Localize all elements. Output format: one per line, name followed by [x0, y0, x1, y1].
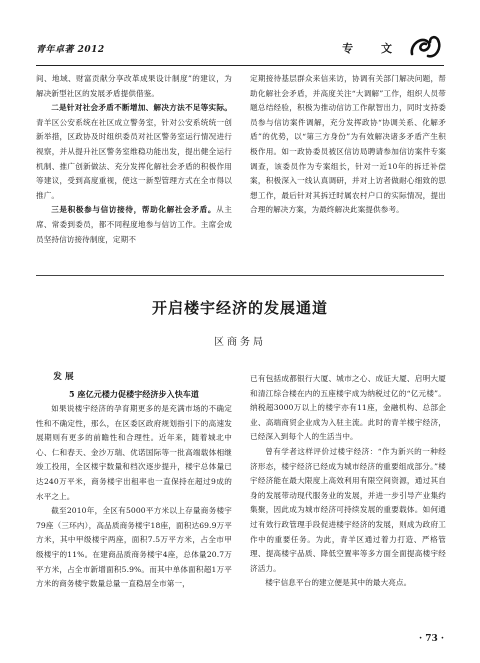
paragraph: 曾有学者这样评价过楼宇经济：“作为新兴的一种经济形态，楼宇经济已经成为城市经济的重要组成部分。”楼宇经济能在最大限度上高效利用有限空间资源，通过其自身的发展带动现代服务业的发展，并进一步引导产业集约集聚，因此成为城市经济可持续发展的重要载体。如何通过有效行政管理手段促进楼宇经济的发展，则成为政府工作中的重要任务。为此，青羊区通过着力打造、严格管理、提高楼宇品质、降低空置率等多方面全面提高楼宇经济活力。 [250, 446, 446, 573]
paragraph: 已有包括成都银行大厦、城市之心、成证大厦、启明大厦和清江综合楼在内的五座楼宇成为纳税过亿的“亿元楼”。纳税超3000万以上的楼宇亦有11座，金融机构、总部企业、高端商贸企业成为入驻主流。此时的青羊楼宇经济，已经深入到每个人的生活当中。 [250, 374, 446, 442]
paragraph-lead: 二是针对社会矛盾不断增加、解决方法不足等实际。 [51, 103, 232, 113]
subsection-heading: 5 座亿元楼力促楼宇经济步入快车道 [68, 389, 200, 399]
paragraph: 间、地域、财富贡献分享改革成果设计制度”的建议，为解决新型社区的发展矛盾提供借鉴。 [36, 74, 232, 98]
paragraph-body: 青羊区公安系统在社区成立警务室，针对公安系统统一创新举措，区政协及时组织委员对社区警务室运行情况进行视察，并从提升社区警务室维稳功能出发，提出健全运行机制、推广创新做法、充分发挥化解社会矛盾的积极作用等建议，受到高度重视，使这一新型管理方式在全市得以推广。 [36, 117, 232, 200]
section-heading: 发 展 [53, 372, 74, 382]
page-header [36, 38, 444, 68]
section-label: 专 文 [342, 42, 404, 55]
paragraph: 截至2010年，全区有5000平方米以上存量商务楼宇79座（三环内），高品质商务楼宇18座，面积达69.9万平方米，其中甲级楼宇两座，面积7.5万平方米，占全市甲级楼宇的11%。在建商品质商务楼宇4座，总体量20.7万平方米，占全市新增面积5.9%。而其中单体面积超1万平方米的商务楼宇数量总量一直稳居全市第一， [36, 506, 232, 589]
top-left-column [36, 72, 232, 247]
paragraph: 楼宇信息平台的建立便是其中的最大亮点。 [265, 578, 412, 588]
paragraph-body: 从主席、常委到委员，都不同程度地参与信访工作。主席会成员坚持信访接待制度，定期不 [36, 205, 232, 244]
article-author: 区商务局 [214, 337, 266, 348]
paragraph: 如果说楼宇经济的孕育期更多的是充满市场的不确定性和不确定性，那么，在区委区政府规划指引下的高速发展期则有更多的前瞻性和合理性。近年来，随着城北中心、仁和春天、金沙万瑞、优诺国际等一批高端载体相继竣工投用，全区楼宇数量和档次逐步提升，楼宇总体量已达240万平米，商务楼宇出租率也一直保持在超过9成的水平之上。 [36, 404, 232, 501]
header-rule [36, 65, 444, 66]
decorative-logo-icon [408, 32, 444, 62]
bottom-left-column [36, 368, 232, 592]
paragraph: 定期接待基层群众来信来访，协调有关部门解决问题，帮助化解社会矛盾，并高度关注“大调解”工作，组织人员带题总结经验，积极为推动信访工作献智出力，同时支持委员参与信访案件调解，充分发挥政协“协调关系、化解矛盾”的优势，以“第三方身份”为有效解决诸多矛盾产生积极作用。如一政协委员被区信访局聘请参加信访案件专案调查，该委员作为专案组长，针对一近10年的拆迁补偿案，积极深入一线认真调研，并对上访者做耐心细致的思想工作，最后针对其拆迁时属农村户口的实际情况，提出合理的解决方案，为最终解决此案提供参考。 [250, 74, 446, 215]
paragraph [36, 101, 232, 203]
paragraph [36, 203, 232, 247]
section-divider [36, 275, 444, 276]
paragraph-lead: 三是积极参与信访接待，帮助化解社会矛盾。 [51, 205, 217, 215]
journal-name: 青年卓著 2012 [36, 45, 105, 55]
top-right-column [250, 72, 446, 218]
article-title: 开启楼宇经济的发展通道 [151, 299, 328, 317]
page-number: · 73 · [418, 634, 444, 644]
bottom-right-column [250, 372, 446, 591]
